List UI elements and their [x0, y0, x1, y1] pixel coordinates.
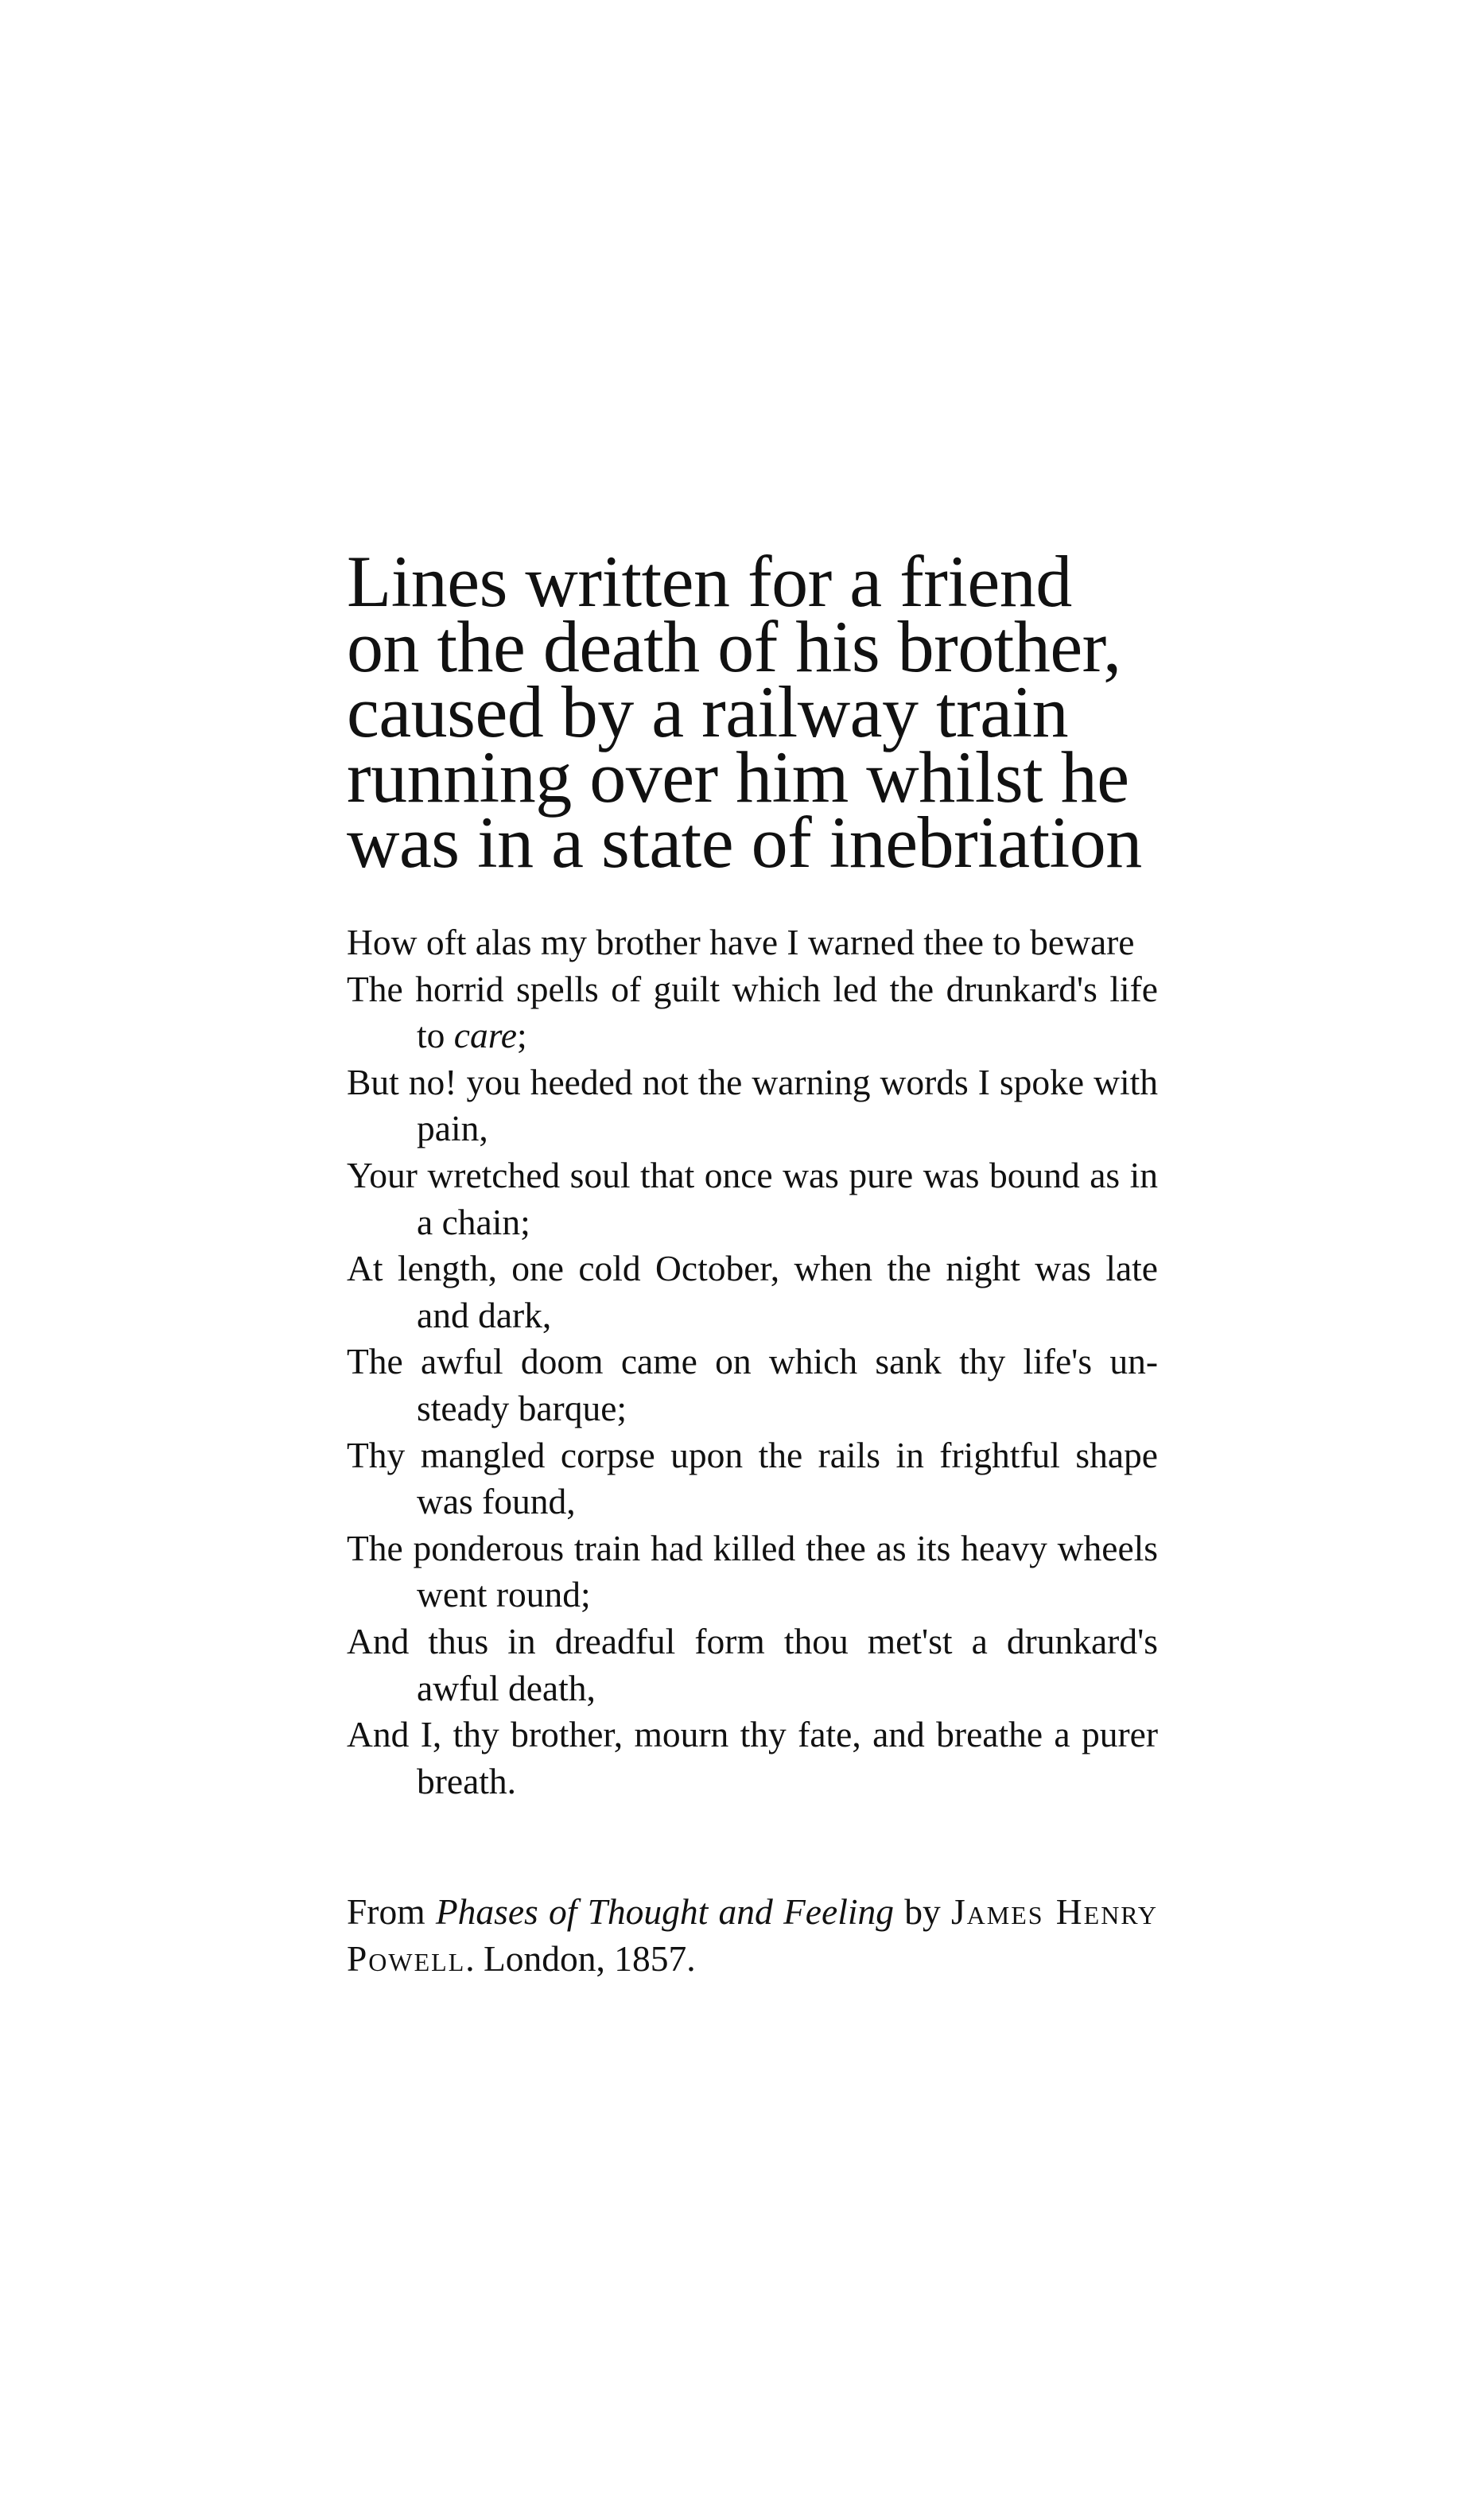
poem-title: [347, 541, 1158, 883]
verse-line: And thus in dreadful form thou met'st a drunkard's awful death,: [347, 1620, 1158, 1708]
title-line: caused by a railway train: [347, 671, 1069, 752]
verse-line: The awful doom came on which sank thy life's un-steady barque;: [347, 1341, 1158, 1428]
verse-line: But no! you heeded not the warning words I spoke with pain,: [347, 1061, 1158, 1149]
title-line: running over him whilst he: [347, 736, 1129, 818]
citation-by: by: [893, 1891, 951, 1933]
verse-line: Thy mangled corpse upon the rails in frightful shape was found,: [347, 1434, 1158, 1522]
citation-work: Phases of Thought and Feeling: [435, 1891, 894, 1933]
source-citation: [347, 1889, 1158, 1982]
verse-line: [347, 966, 1158, 1059]
title-line: on the death of his brother,: [347, 606, 1121, 687]
citation-author: James Henry Powell: [347, 1891, 1158, 1979]
verse-line: Your wretched soul that once was pure was bound as in a chain;: [347, 1154, 1158, 1242]
page: [347, 541, 1158, 2019]
verse-text: The horrid spells of guilt which led the drunkard's life to: [347, 968, 1158, 1056]
title-line: Lines written for a friend: [347, 541, 1072, 622]
verse-emphasis: care: [453, 1015, 517, 1056]
verse-punctuation: ;: [516, 1015, 527, 1056]
poem-body: [347, 919, 1158, 1805]
verse-line: The ponderous train had killed thee as its heavy wheels went round;: [347, 1527, 1158, 1615]
title-line: was in a state of inebriation: [347, 802, 1142, 883]
verse-line: How oft alas my brother have I warned thee to beware: [347, 922, 1135, 962]
verse-line: And I, thy brother, mourn thy fate, and breathe a purer breath.: [347, 1714, 1158, 1801]
citation-prefix: From: [347, 1891, 436, 1933]
citation-suffix: . London, 1857.: [465, 1937, 696, 1979]
verse-line: At length, one cold October, when the night was late and dark,: [347, 1248, 1158, 1335]
